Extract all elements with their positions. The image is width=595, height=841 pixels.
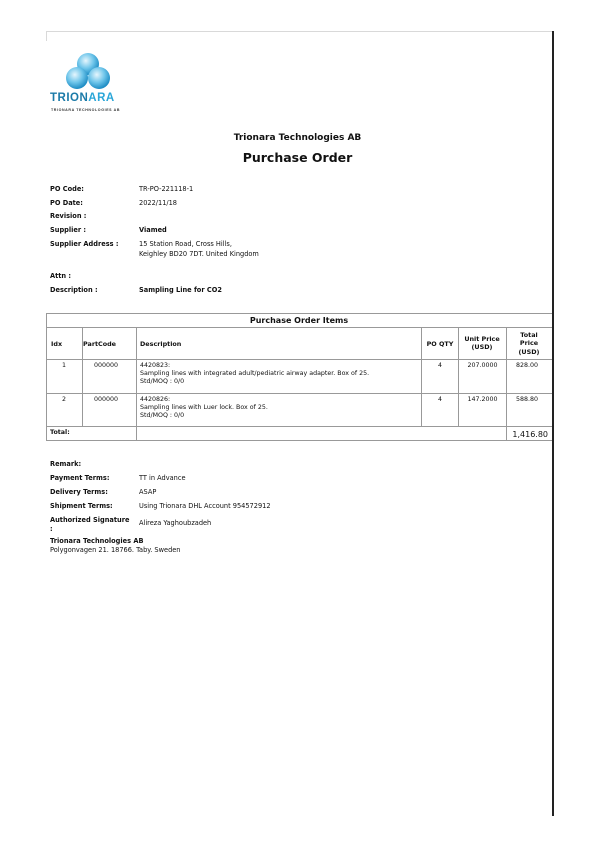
page-right-edge [552,31,554,816]
authorized-signature-colon: : [50,525,53,533]
footer-address: Polygonvagen 21. 18766. Taby. Sweden [50,546,181,554]
table-header-divider [46,359,552,360]
col-divider-qty [458,327,459,426]
delivery-terms-label: Delivery Terms: [50,488,108,496]
header-total-price: Total Price (USD) [518,331,540,356]
supplier-value: Viamed [139,226,167,234]
items-table-title: Purchase Order Items [249,316,349,325]
po-date-value: 2022/11/18 [139,199,178,207]
total-value: 1,416.80 [512,430,548,439]
description-label: Description : [50,286,98,294]
logo-spheres-icon [64,52,112,92]
po-date-label: PO Date: [50,199,83,207]
row1-total: 828.00 [516,362,539,369]
page-top-edge [46,31,553,32]
col-divider-unit-price [506,327,507,440]
supplier-address-line1: 15 Station Road, Cross Hills, [139,240,232,248]
row1-desc-line1: 4420823: [140,362,171,369]
total-label: Total: [50,429,70,436]
table-title-divider [46,327,552,328]
company-logo [50,52,130,112]
row1-desc-line3: Std/MOQ : 0/0 [140,378,185,385]
row2-unit-price: 147.2000 [467,396,498,403]
document-title: Purchase Order [242,150,353,165]
payment-terms-value: TT in Advance [139,474,186,482]
payment-terms-label: Payment Terms: [50,474,110,482]
row2-qty: 4 [437,396,442,403]
po-code-value: TR-PO-221118-1 [139,185,194,193]
header-partcode: PartCode [83,340,117,348]
row1-idx: 1 [61,362,66,369]
shipment-terms-value: Using Trionara DHL Account 954572912 [139,502,271,510]
col-divider-partcode [136,327,137,440]
header-po-qty: PO QTY [426,340,454,348]
table-border-top [46,313,552,314]
shipment-terms-label: Shipment Terms: [50,502,113,510]
header-unit-price: Unit Price (USD) [464,335,500,352]
row1-partcode: 000000 [94,362,119,369]
page-left-edge [46,31,47,41]
table-border-left [46,313,47,441]
delivery-terms-value: ASAP [139,488,157,496]
header-description: Description [140,340,182,348]
company-name: Trionara Technologies AB [233,133,362,143]
authorized-signature-label: Authorized Signature [50,516,130,524]
authorized-signature-value: Alireza Yaghoubzadeh [139,519,212,527]
po-code-label: PO Code: [50,185,84,193]
row1-desc-line2: Sampling lines with integrated adult/pediatric airway adapter. Box of 25. [140,370,370,377]
header-idx: Idx [51,340,63,348]
row2-desc-line2: Sampling lines with Luer lock. Box of 25. [140,404,268,411]
description-value: Sampling Line for CO2 [139,286,222,294]
logo-tagline: TRIONARA TECHNOLOGIES AB [51,108,121,112]
footer-company: Trionara Technologies AB [50,537,144,545]
row2-desc-line1: 4420826: [140,396,171,403]
supplier-label: Supplier : [50,226,87,234]
row2-idx: 2 [61,396,66,403]
remark-label: Remark: [50,460,82,468]
table-border-bottom [46,440,552,441]
row1-qty: 4 [437,362,442,369]
table-row-divider [46,393,552,394]
supplier-address-label: Supplier Address : [50,240,119,248]
table-body-divider [46,426,552,427]
row1-unit-price: 207.0000 [467,362,498,369]
row2-total: 588.80 [516,396,539,403]
revision-label: Revision : [50,212,87,220]
attn-label: Attn : [50,272,72,280]
row2-desc-line3: Std/MOQ : 0/0 [140,412,185,419]
row2-partcode: 000000 [94,396,119,403]
purchase-order-items-table [46,313,552,441]
supplier-address-line2: Keighley BD20 7DT. United Kingdom [139,250,259,258]
logo-wordmark: TRIONARA [50,92,115,104]
